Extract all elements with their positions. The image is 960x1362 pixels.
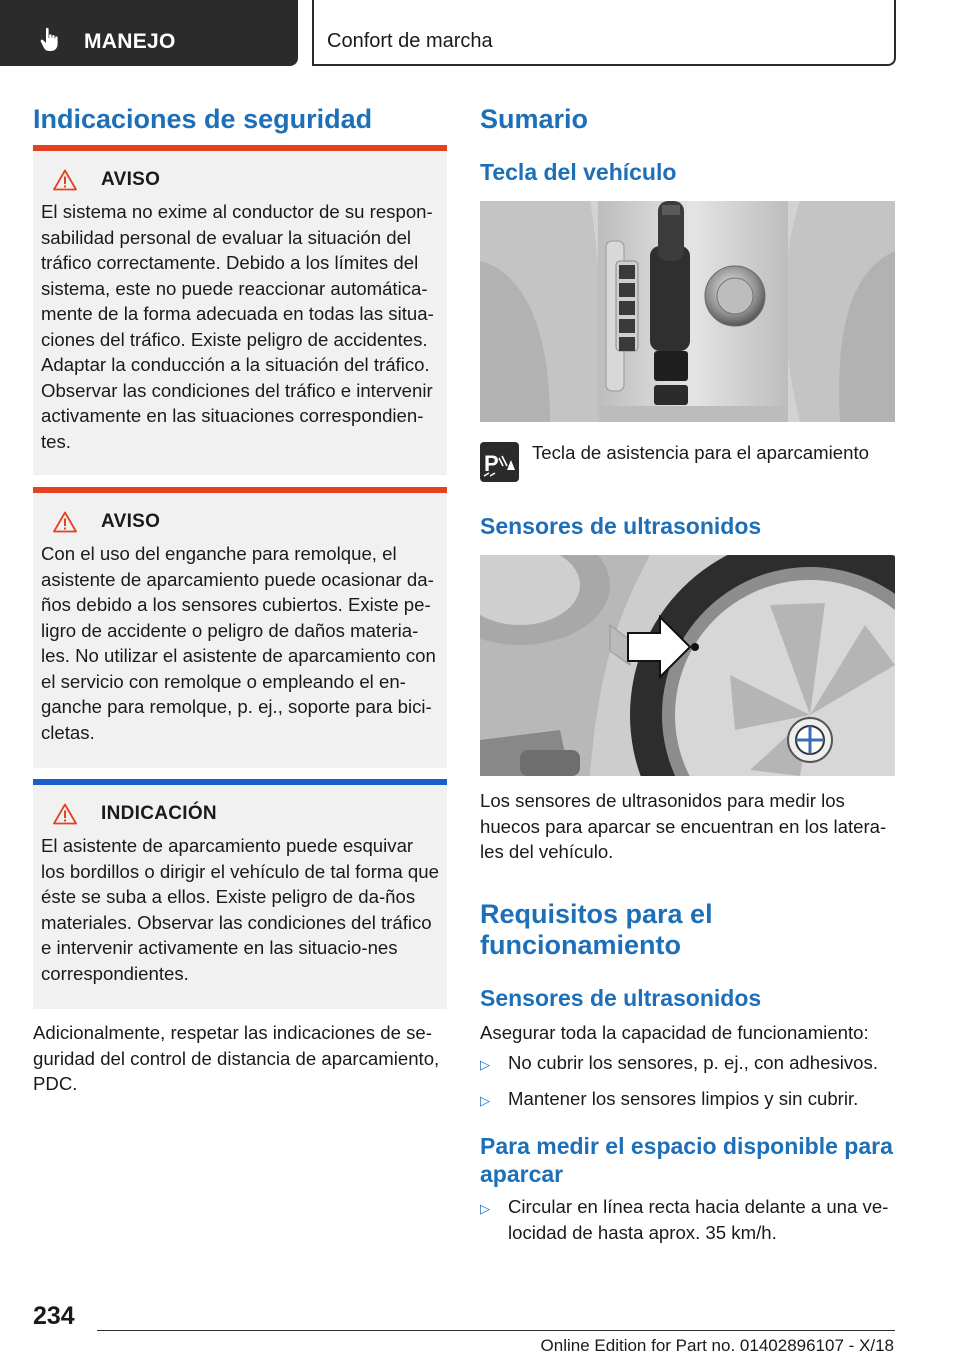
warning-note-2 [33, 487, 447, 768]
center-console-illustration [480, 201, 895, 422]
parking-assistant-icon [480, 442, 519, 482]
note-text: El sistema no exime al conductor de su respon-sabilidad personal de evaluar la situación del tráfico correctamente. Debido a los límites del sistema, este no puede reaccionar automática-mente de la forma adecuada en todas las situa-ciones del tráfico. Existe peligro de accidentes. Adaptar la conducción a la situación del tráfico. Observar las condiciones del tráfico e intervenir activamente en las situaciones correspondien-tes. [41, 201, 434, 452]
hand-pointer-icon [40, 26, 64, 52]
note-bar [33, 145, 447, 151]
note-text: El asistente de aparcamiento puede esquivar los bordillos o dirigir el vehículo de tal forma que éste se suba a ellos. Existe peligro de da-ños materiales. Observar las condiciones del tráfico e intervenir activamente en las situacio-nes correspondientes. [41, 835, 439, 984]
parking-button-caption: Tecla de asistencia para el aparcamiento [532, 442, 869, 463]
list-item-text: Mantener los sensores limpios y sin cubrir. [508, 1087, 859, 1109]
warning-triangle-icon [53, 169, 77, 191]
list-item [480, 1086, 895, 1114]
list-item [480, 1050, 895, 1078]
svg-text:P: P [484, 451, 499, 476]
warning-triangle-icon [53, 803, 77, 825]
page-number: 234 [33, 1302, 75, 1330]
section-label: MANEJO [84, 30, 176, 53]
page-header [0, 0, 960, 66]
requirements-title: Requisitos para el funcionamiento [480, 899, 713, 960]
note-type: AVISO [101, 169, 161, 190]
section-tab[interactable] [0, 0, 298, 66]
safety-title: Indicaciones de seguridad [33, 104, 373, 134]
note-type: INDICACIÓN [101, 803, 217, 824]
list-item-text: No cubrir los sensores, p. ej., con adhesivos. [508, 1052, 878, 1073]
list-item [480, 1194, 895, 1245]
center-console-image [480, 201, 895, 422]
sensors-heading: Sensores de ultrasonidos [480, 513, 762, 539]
bullet-triangle-icon: ▷ [480, 1201, 490, 1216]
bullet-triangle-icon: ▷ [480, 1092, 490, 1108]
chapter-header [312, 0, 896, 66]
additional-text: Adicionalmente, respetar las indicaciones de se-guridad del control de distancia de aparcamiento, PDC. [33, 1022, 440, 1094]
requirements-list [480, 1050, 895, 1113]
sensors-description: Los sensores de ultrasonidos para medir los huecos para aparcar se encuentran en los latera-les del vehículo. [480, 790, 887, 862]
footer-divider [97, 1330, 895, 1331]
measure-space-heading: Para medir el espacio disponible para aparcar [480, 1133, 893, 1187]
note-text: Con el uso del enganche para remolque, el asistente de aparcamiento puede ocasionar da-ños debido a los sensores cubiertos. Existe pe-ligro de accidente o peligro de daños materia-les. No utilizar el asistente de aparcamiento con el servicio con remolque o empleando el en-ganche para remolque, p. ej., soporte para bici-cletas. [41, 543, 436, 743]
wheel-sensor-illustration [480, 555, 895, 776]
measure-list [480, 1194, 895, 1245]
summary-title: Sumario [480, 104, 589, 134]
chapter-title: Confort de marcha [327, 30, 493, 52]
warning-note-1 [33, 145, 447, 475]
list-item-text: Circular en línea recta hacia delante a una ve-locidad de hasta aprox. 35 km/h. [508, 1196, 889, 1243]
vehicle-key-heading: Tecla del vehículo [480, 159, 677, 185]
note-bar [33, 779, 447, 785]
edition-text: Online Edition for Part no. 01402896107 - X/18 [540, 1336, 894, 1355]
warning-triangle-icon [53, 511, 77, 533]
ultrasonic-sensor-image [480, 555, 895, 776]
info-note [33, 779, 447, 1009]
note-type: AVISO [101, 511, 161, 532]
requirements-intro: Asegurar toda la capacidad de funcionamiento: [480, 1022, 869, 1043]
bullet-triangle-icon: ▷ [480, 1057, 490, 1072]
requirements-sensors-heading: Sensores de ultrasonidos [480, 985, 762, 1011]
note-bar [33, 487, 447, 493]
